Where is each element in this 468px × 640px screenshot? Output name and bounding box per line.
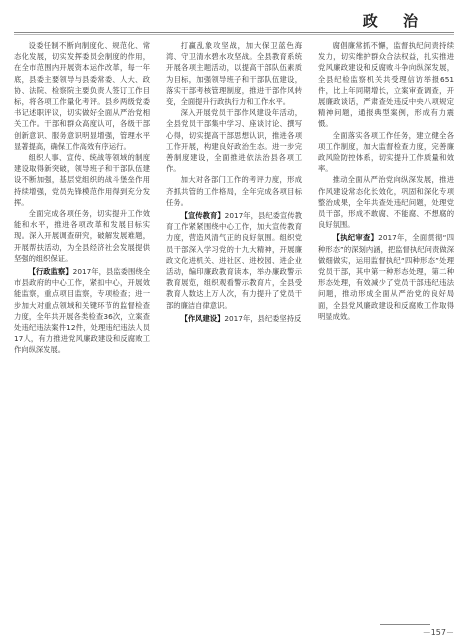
footer-divider <box>380 624 430 625</box>
section-body: 2017年，全面贯彻“四种形态”的深刻内涵，把监督执纪问责做深做细做实，运用监督执纪“四种形态”处理党员干部，其中第一种形态处理，第二种形态处理，有效减少了党员干部违纪违法问题，推动形成全面从严治党的良好局面，全县党风廉政建设和反腐败工作取得明显成效。 <box>318 233 454 321</box>
section-paragraph <box>14 266 150 356</box>
section-title: 政 治 <box>362 12 428 30</box>
section-heading: 【宣传教育】 <box>180 211 225 221</box>
section-body: 2017年，县监委围绕全市县政府的中心工作，紧扣中心，开展效能监察，重点项目监察，专项检查；进一步加大对重点领域和关键环节的监督检查力度，全年共开展各类检查36次，立案查处违纪违法案件12件，处理违纪违法人员17人，有力推进党风廉政建设和反腐败工作向纵深发展。 <box>14 267 151 355</box>
section-heading: 【行政监察】 <box>28 267 73 277</box>
header-divider-secondary <box>14 34 454 35</box>
paragraph: 全面完成各项任务，切实提升工作效能和水平，推进各项改革和发展目标实现。深入开展调查研究，破解发展难题，开展帮扶活动，为全县经济社会发展提供坚强的组织保证。 <box>14 209 150 263</box>
header-divider <box>14 32 454 33</box>
text-column-2 <box>166 40 302 324</box>
text-column-1 <box>14 40 150 356</box>
section-paragraph <box>166 313 302 324</box>
paragraph: 腐倡廉常抓不懈，监督执纪问责持续发力，切实维护群众合法权益，扎实推进党风廉政建设和反腐败斗争向纵深发展，全县纪检监察机关共受理信访举报651件，比上年同期增长，立案审查调查，开展廉政谈话，严肃查处违反中央八项规定精神问题，通报典型案例，形成有力震慑。 <box>318 41 454 129</box>
section-heading: 【执纪审查】 <box>332 233 379 243</box>
paragraph: 组织人事、宣传、统战等领域的制度建设取得新突破，领导班子和干部队伍建设不断加强，基层党组织的战斗堡垒作用持续增强，党员先锋模范作用得到充分发挥。 <box>14 153 150 207</box>
paragraph: 加大对各部门工作的考评力度，形成齐抓共管的工作格局，全年完成各项目标任务。 <box>166 175 302 207</box>
section-body: 2017年，县纪委宣传教育工作紧紧围绕中心工作，加大宣传教育力度，营造风清气正的良好氛围。组织党员干部深入学习党的十九大精神，开展廉政文化进机关、进社区、进校园、进企业活动，编印廉政教育读本，举办廉政警示教育展览，组织观看警示教育片，全县受教育人数达上万人次，有力提升了党员干部的廉洁自律意识。 <box>166 211 303 310</box>
section-body: 2017年，县纪委坚持反 <box>224 313 302 323</box>
paragraph: 设委任制不断向制度化、规范化、常态化发展，切实发挥委员会制度的作用，在全市范围内开展资本运作改革，每一年底，县委主要领导与县委常委、人大、政协、法院、检察院主要负责人签订工作目标，将各项工作量化考评。县乡两级党委书记述职评议，切实做好全面从严治党相关工作。干部和群众高度认可，各级干部创新意识、服务意识明显增强，管理水平显著提高，确保工作高效有序运行。 <box>14 41 150 151</box>
section-paragraph <box>318 232 454 322</box>
section-paragraph <box>166 210 302 311</box>
page-number: －157－ <box>422 628 454 637</box>
paragraph: 推动全面从严治党向纵深发展，推进作风建设常态化长效化，巩固和深化专项整治成果，全年共查处违纪问题，处理党员干部，形成不敢腐、不能腐、不想腐的良好氛围。 <box>318 175 454 230</box>
paragraph: 深入开展党员干部作风建设年活动，全县党员干部集中学习、座谈讨论、撰写心得，切实提高干部思想认识，推进各项工作开展，构建良好政治生态。进一步完善制度建设，全面推进依法治县各项工作。 <box>166 108 302 174</box>
text-column-3 <box>318 40 454 322</box>
paragraph: 全面落实各项工作任务，建立健全各项工作制度，加大监督检查力度，完善廉政风险防控体系，切实提升工作质量和效率。 <box>318 130 454 174</box>
paragraph: 打赢乱象攻坚战，加大保卫蓝色海湾、守卫清水碧水攻坚战。全县教育系统开展各项主题活动，以提高干部队伍素质为目标，加强领导班子和干部队伍建设，落实干部考核管理制度，推进干部作风转变，全面提升行政执行力和工作水平。 <box>166 41 302 107</box>
section-heading: 【作风建设】 <box>180 313 225 323</box>
